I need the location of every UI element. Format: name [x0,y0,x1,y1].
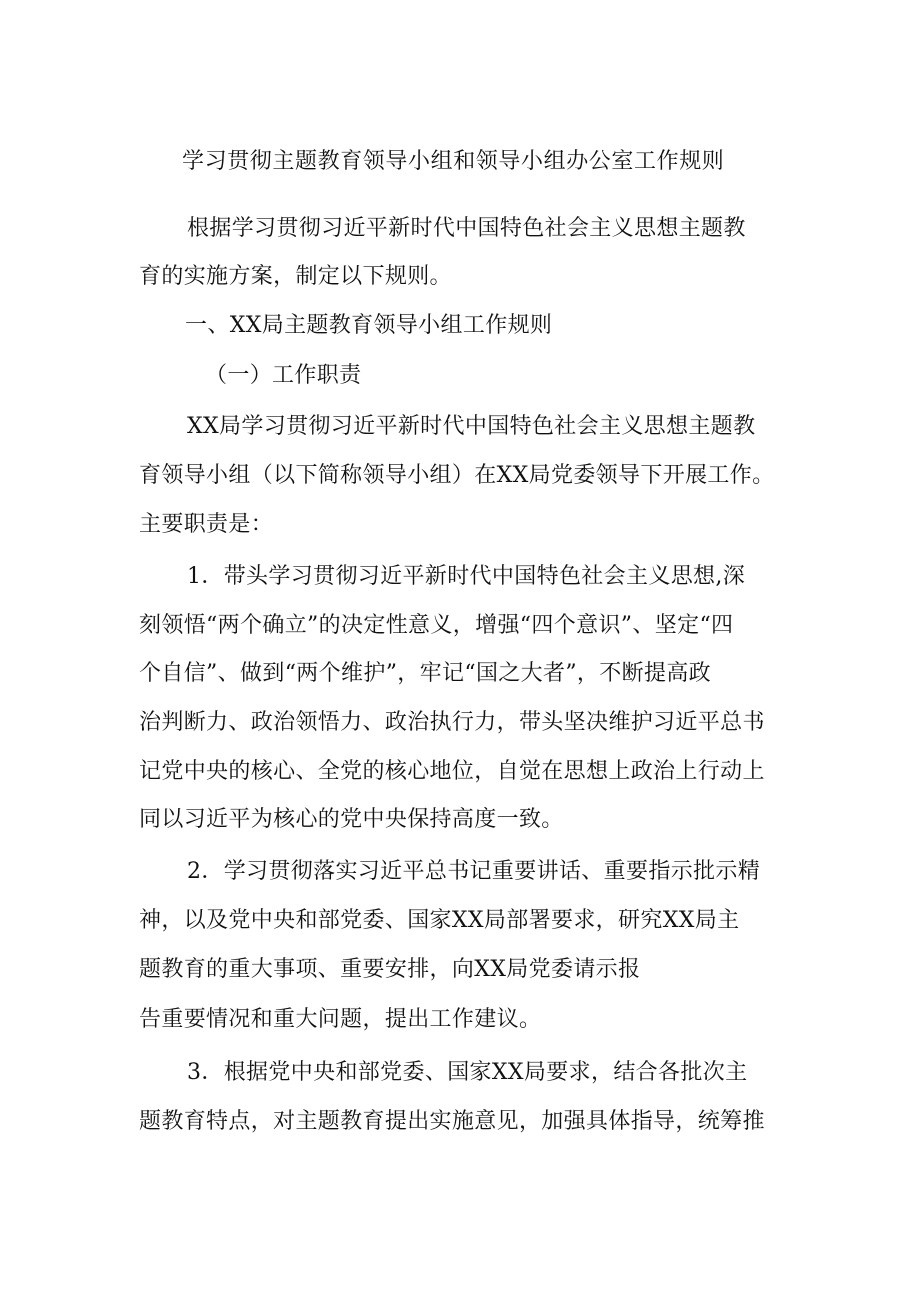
list-item-line: 记党中央的核心、全党的核心地位，自觉在思想上政治上行动上 [139,759,765,784]
section-heading: 一、XX局主题教育领导小组工作规则 [185,313,553,338]
list-item-line: 告重要情况和重大问题，提出工作建议。 [139,1007,542,1032]
list-item-line: 3．根据党中央和部党委、国家XX局要求，结合各批次主 [187,1060,748,1085]
paragraph-line: 主要职责是： [139,512,274,537]
subsection-heading: （一）工作职责 [205,363,362,388]
list-item-line: 1．带头学习贯彻习近平新时代中国特色社会主义思想,深 [187,564,746,589]
list-item-line: 题教育的重大事项、重要安排，向XX局党委请示报 [139,957,641,982]
list-item-line: 2．学习贯彻落实习近平总书记重要讲话、重要指示批示精 [187,859,761,884]
paragraph-line: 育的实施方案，制定以下规则。 [139,264,452,289]
list-item-line: 个自信”、做到“两个维护”，牢记“国之大者”，不断提高政 [139,661,712,686]
list-item-line: 同以习近平为核心的党中央保持高度一致。 [139,807,564,832]
list-item-line: 刻领悟“两个确立”的决定性意义，增强“四个意识”、坚定“四 [139,613,734,638]
document-title: 学习贯彻主题教育领导小组和领导小组办公室工作规则 [182,149,725,174]
paragraph-line: 育领导小组（以下简称领导小组）在XX局党委领导下开展工作。 [139,463,775,488]
list-item-line: 神，以及党中央和部党委、国家XX局部署要求，研究XX局主 [139,908,740,933]
list-item-line: 题教育特点，对主题教育提出实施意见，加强具体指导，统筹推 [139,1109,765,1134]
list-item-line: 治判断力、政治领悟力、政治执行力，带头坚决维护习近平总书 [139,710,765,735]
paragraph-line: 根据学习贯彻习近平新时代中国特色社会主义思想主题教 [187,216,746,241]
paragraph-line: XX局学习贯彻习近平新时代中国特色社会主义思想主题教 [187,414,756,439]
